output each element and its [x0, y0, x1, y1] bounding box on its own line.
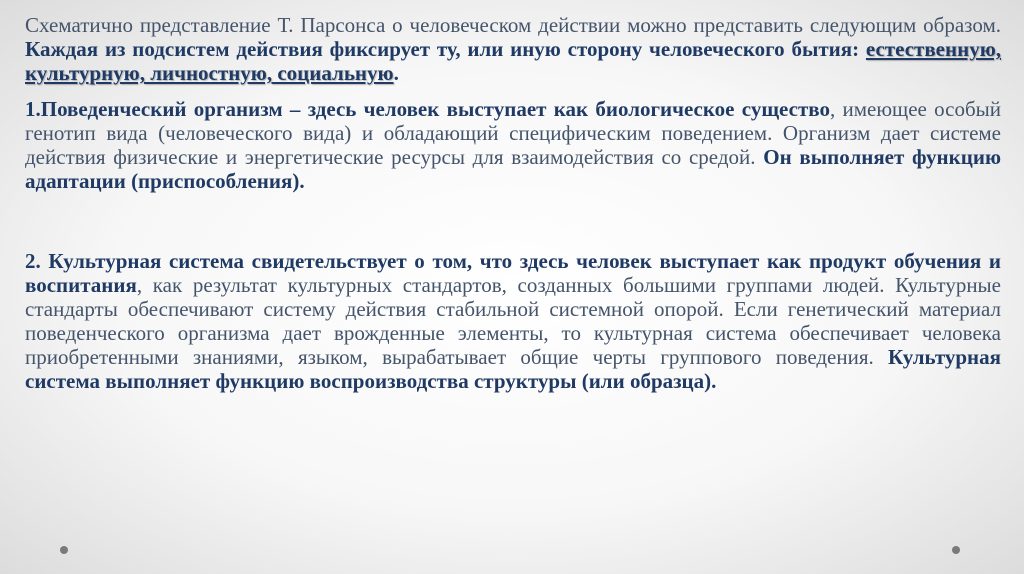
- right-dot-decoration: [952, 546, 960, 554]
- intro-end: .: [393, 61, 399, 85]
- paragraph-intro: [25, 13, 1001, 85]
- behavioral-text: , имеющее особый генотип вида (человеческого вида) и обладающий специфическим поведением. Организм дает системе действия физические и энергетические ресурсы для взаимодействия со средой.: [25, 97, 1001, 169]
- intro-underlined: естественную, культурную, личностную, социальную: [25, 37, 1001, 85]
- intro-bold: Каждая из подсистем действия фиксирует ту, или иную сторону человеческого бытия:: [25, 37, 866, 61]
- cultural-text: , как результат культурных стандартов, созданных большими группами людей. Культурные стандарты обеспечивают систему действия стабильной системной опорой. Если генетический материал поведенческого организма дает врожденные элементы, то культурная система обеспечивает человека приобретенными знаниями, языком, вырабатывает общие черты группового поведения.: [25, 273, 1001, 369]
- paragraph-cultural-system: [25, 249, 1001, 393]
- cultural-function: Культурная система выполняет функцию воспроизводства структуры (или образца).: [25, 345, 1001, 393]
- behavioral-function: Он выполняет функцию адаптации (приспособления).: [25, 145, 1001, 193]
- slide-text: [25, 13, 1001, 393]
- cultural-heading: 2. Культурная система свидетельствует о том, что здесь человек выступает как продукт обучения и воспитания: [25, 249, 1001, 297]
- paragraph-behavioral-organism: [25, 97, 1001, 193]
- left-dot-decoration: [60, 546, 68, 554]
- intro-text: Схематично представление Т. Парсонса о человеческом действии можно представить следующим образом.: [25, 13, 1001, 37]
- behavioral-heading: 1.Поведенческий организм – здесь человек выступает как биологическое существо: [25, 97, 830, 121]
